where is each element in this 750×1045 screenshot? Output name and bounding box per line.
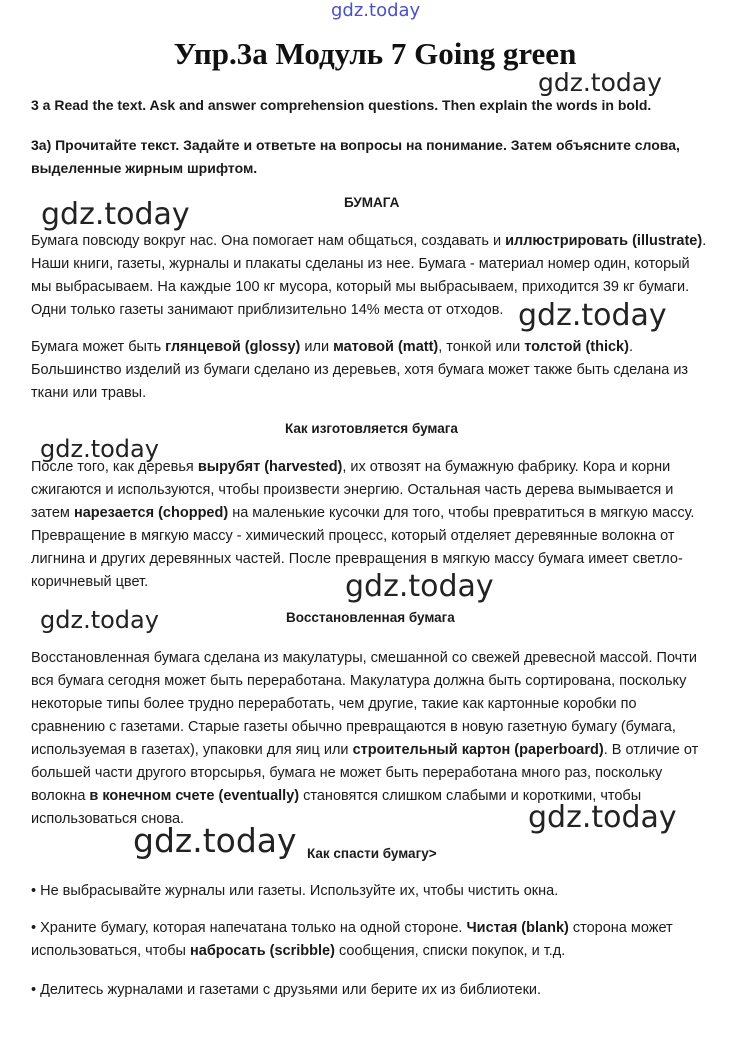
paragraph-recycled: Восстановленная бумага сделана из макулатуры, смешанной со свежей древесной массой. Почти вся бумага сегодня может быть переработана. Макулатура должна быть сортирована, поскольку некоторые типы более трудно переработать, чем другие, такие как картонные коробки по сравнению с газетами. Старые газеты обычно превращаются в новую газетную бумагу (бумага, используемая в газетах), упаковки для яиц или строительный картон (paperboard). В отличие от большей части другого вторсырья, бумага не может быть переработана много раз, поскольку волокна в конечном счете (eventually) становятся слишком слабыми и короткими, чтобы использоваться снова. — [31, 650, 699, 827]
section-heading-paper: БУМАГА — [344, 195, 400, 210]
section-heading-save-paper: Как спасти бумагу> — [307, 846, 437, 861]
bullet-item: • Делитесь журналами и газетами с друзьями или берите их из библиотеки. — [31, 982, 542, 998]
watermark: gdz.today — [133, 821, 297, 860]
watermark: gdz.today — [41, 197, 190, 232]
section-heading-recycled: Восстановленная бумага — [286, 610, 455, 625]
watermark: gdz.today — [528, 800, 677, 835]
paragraph-how-made: После того, как деревья вырубят (harvested), их отвозят на бумажную фабрику. Кора и корни сжигаются и используются, чтобы произвести энергию. Остальная часть дерева вымывается и затем нарезается (chopped) на маленькие кусочки для того, чтобы превратиться в мягкую массу. Превращение в мягкую массу - химический процесс, который отделяет деревянные волокна от лигнина и других деревянных частей. После превращения в мягкую массу бумага имеет светло- коричневый цвет. — [31, 459, 695, 590]
watermark: gdz.today — [345, 569, 494, 604]
task-instruction-en: 3 a Read the text. Ask and answer comprehension questions. Then explain the words in bold. — [31, 97, 652, 113]
watermark: gdz.today — [518, 298, 667, 333]
paragraph-paper-2: Бумага может быть глянцевой (glossy) или матовой (matt), тонкой или толстой (thick). Большинство изделий из бумаги сделано из деревьев, хотя бумага может также быть сделана из ткани или травы. — [31, 339, 689, 401]
section-heading-how-made: Как изготовляется бумага — [285, 421, 458, 436]
task-instruction-ru: 3а) Прочитайте текст. Задайте и ответьте на вопросы на понимание. Затем объясните слова, выделенные жирным шрифтом. — [31, 137, 680, 176]
watermark: gdz.today — [40, 435, 159, 463]
page-title: Упр.3а Модуль 7 Going green — [173, 36, 577, 71]
paragraph-paper-1: Бумага повсюду вокруг нас. Она помогает нам общаться, создавать и иллюстрировать (illustrate). Наши книги, газеты, журналы и плакаты сделаны из нее. Бумага - материал номер один, который мы выбрасываем. На каждые 100 кг мусора, который мы выбрасываем, приходится 39 кг бумаги. Одни только газеты занимают приблизительно 14% места от отходов. — [31, 233, 707, 318]
bullet-item: • Храните бумагу, которая напечатана только на одной стороне. Чистая (blank) сторона может использоваться, чтобы набросать (scribble) сообщения, списки покупок, и т.д. — [31, 920, 673, 959]
watermark: gdz.today — [40, 606, 159, 634]
watermark-top: gdz.today — [331, 0, 421, 21]
bullet-item: • Не выбрасывайте журналы или газеты. Используйте их, чтобы чистить окна. — [31, 883, 559, 899]
watermark: gdz.today — [538, 68, 662, 97]
